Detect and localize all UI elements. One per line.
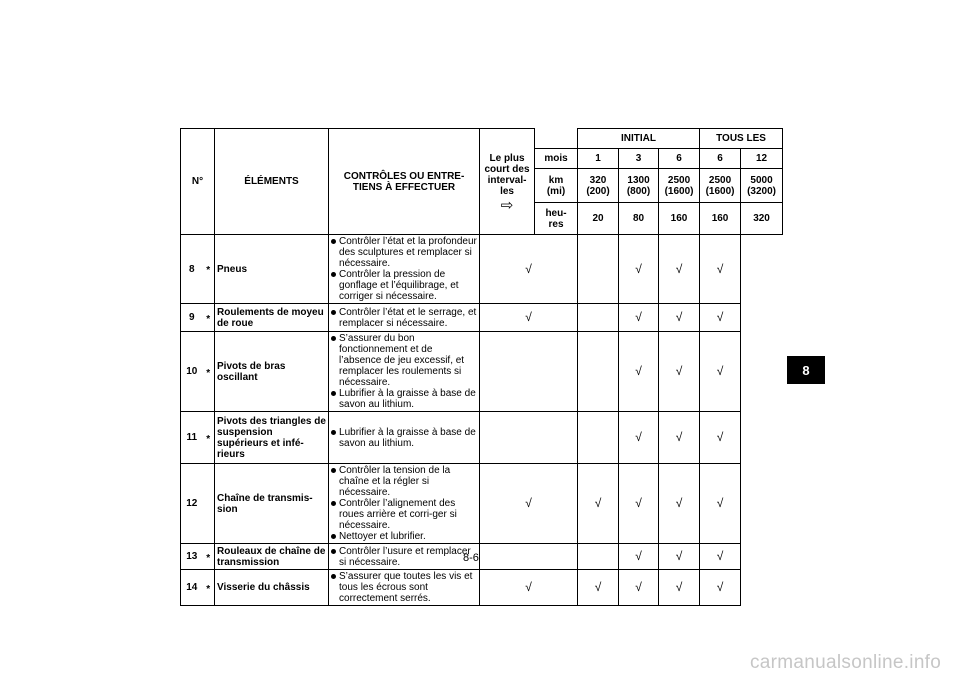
header-shortest-interval xyxy=(480,129,535,235)
check-mark: √ xyxy=(700,332,741,412)
action-item: Contrôler l’état et la profondeur des sculptures et remplacer si nécessaire. xyxy=(331,236,477,269)
header-shortest-text: Le plus court des interval- les xyxy=(484,152,530,197)
header-elements: ÉLÉMENTS xyxy=(215,129,329,235)
row-asterisk: * xyxy=(203,332,215,412)
row-number: 12 xyxy=(181,464,203,544)
check-mark: √ xyxy=(480,570,578,606)
row-number: 8 xyxy=(181,235,203,304)
check-mark: √ xyxy=(659,544,700,570)
chapter-tab: 8 xyxy=(787,356,825,384)
check-mark: √ xyxy=(659,304,700,332)
row-number: 13 xyxy=(181,544,203,570)
action-item: Contrôler l’alignement des roues arrière et corri-ger si nécessaire. xyxy=(331,498,477,531)
check-mark: √ xyxy=(619,464,659,544)
check-mark: √ xyxy=(578,464,619,544)
check-mark: √ xyxy=(659,412,700,464)
unit-value: 2500 (1600) xyxy=(659,169,700,203)
check-mark xyxy=(480,332,578,412)
table-row xyxy=(181,464,783,544)
check-mark xyxy=(480,412,578,464)
check-mark: √ xyxy=(619,332,659,412)
check-mark: √ xyxy=(619,412,659,464)
check-mark: √ xyxy=(480,235,578,304)
row-actions xyxy=(329,332,480,412)
check-mark: √ xyxy=(659,235,700,304)
row-item: Pivots de bras oscillant xyxy=(215,332,329,412)
action-list xyxy=(331,427,477,449)
action-list xyxy=(331,307,477,329)
check-mark: √ xyxy=(700,464,741,544)
unit-value: 160 xyxy=(700,203,741,235)
action-item: Nettoyer et lubrifier. xyxy=(331,531,477,542)
row-asterisk: * xyxy=(203,544,215,570)
check-mark: √ xyxy=(700,544,741,570)
check-mark: √ xyxy=(619,544,659,570)
check-mark: √ xyxy=(578,570,619,606)
unit-value: 1300 (800) xyxy=(619,169,659,203)
action-item: Contrôler la tension de la chaîne et la régler si nécessaire. xyxy=(331,465,477,498)
check-mark: √ xyxy=(619,570,659,606)
table-row xyxy=(181,544,783,570)
row-actions xyxy=(329,235,480,304)
check-mark: √ xyxy=(619,235,659,304)
unit-label: heu- res xyxy=(535,203,578,235)
action-list xyxy=(331,571,477,604)
table-row xyxy=(181,304,783,332)
header-initial: INITIAL xyxy=(578,129,700,149)
unit-value: 2500 (1600) xyxy=(700,169,741,203)
action-item: S’assurer du bon fonctionnement et de l’absence de jeu excessif, et remplacer les roulements si nécessaire. xyxy=(331,333,477,388)
row-number: 11 xyxy=(181,412,203,464)
row-item: Chaîne de transmis-sion xyxy=(215,464,329,544)
check-mark: √ xyxy=(659,570,700,606)
unit-value: 6 xyxy=(659,149,700,169)
table-row xyxy=(181,332,783,412)
row-item: Rouleaux de chaîne de transmission xyxy=(215,544,329,570)
check-mark: √ xyxy=(619,304,659,332)
row-asterisk xyxy=(203,464,215,544)
unit-value: 12 xyxy=(741,149,783,169)
row-item: Pivots des triangles de suspension supérieurs et infé-rieurs xyxy=(215,412,329,464)
check-mark: √ xyxy=(480,304,578,332)
page-number: 8-6 xyxy=(463,552,479,564)
header-blank-cell xyxy=(535,129,578,149)
header-controls: CONTRÔLES OU ENTRE- TIENS À EFFECTUER xyxy=(329,129,480,235)
unit-value: 3 xyxy=(619,149,659,169)
row-asterisk: * xyxy=(203,235,215,304)
check-mark xyxy=(480,544,578,570)
row-actions xyxy=(329,412,480,464)
header-every: TOUS LES xyxy=(700,129,783,149)
check-mark: √ xyxy=(659,332,700,412)
row-number: 9 xyxy=(181,304,203,332)
unit-value: 320 (200) xyxy=(578,169,619,203)
unit-value: 6 xyxy=(700,149,741,169)
unit-value: 1 xyxy=(578,149,619,169)
action-item: Lubrifier à la graisse à base de savon au lithium. xyxy=(331,427,477,449)
action-item: Contrôler l’usure et remplacer si nécessaire. xyxy=(331,546,477,568)
action-item: Contrôler l’état et le serrage, et remplacer si nécessaire. xyxy=(331,307,477,329)
check-mark xyxy=(578,332,619,412)
check-mark xyxy=(578,412,619,464)
row-actions xyxy=(329,544,480,570)
check-mark xyxy=(578,304,619,332)
table-row xyxy=(181,235,783,304)
row-asterisk: * xyxy=(203,304,215,332)
table-row xyxy=(181,412,783,464)
row-actions xyxy=(329,570,480,606)
unit-value: 160 xyxy=(659,203,700,235)
check-mark: √ xyxy=(700,235,741,304)
maintenance-table xyxy=(180,128,783,606)
unit-value: 80 xyxy=(619,203,659,235)
check-mark: √ xyxy=(480,464,578,544)
action-item: Lubrifier à la graisse à base de savon au lithium. xyxy=(331,388,477,410)
row-asterisk: * xyxy=(203,412,215,464)
unit-value: 20 xyxy=(578,203,619,235)
row-item: Visserie du châssis xyxy=(215,570,329,606)
header-no: N° xyxy=(181,129,215,235)
action-list xyxy=(331,465,477,542)
row-number: 14 xyxy=(181,570,203,606)
action-list xyxy=(331,236,477,302)
row-item: Roulements de moyeu de roue xyxy=(215,304,329,332)
unit-value: 320 xyxy=(741,203,783,235)
check-mark: √ xyxy=(700,412,741,464)
check-mark: √ xyxy=(700,304,741,332)
row-actions xyxy=(329,304,480,332)
row-number: 10 xyxy=(181,332,203,412)
row-item: Pneus xyxy=(215,235,329,304)
unit-label: mois xyxy=(535,149,578,169)
unit-value: 5000 (3200) xyxy=(741,169,783,203)
action-item: S’assurer que toutes les vis et tous les écrous sont correctement serrés. xyxy=(331,571,477,604)
unit-label: km (mi) xyxy=(535,169,578,203)
check-mark: √ xyxy=(700,570,741,606)
arrow-right-icon: ⇨ xyxy=(500,196,514,214)
action-item: Contrôler la pression de gonflage et l’équilibrage, et corriger si nécessaire. xyxy=(331,269,477,302)
action-list xyxy=(331,546,477,568)
check-mark: √ xyxy=(659,464,700,544)
watermark: carmanualsonline.info xyxy=(750,652,942,673)
check-mark xyxy=(578,544,619,570)
check-mark xyxy=(578,235,619,304)
row-actions xyxy=(329,464,480,544)
table-row xyxy=(181,570,783,606)
row-asterisk: * xyxy=(203,570,215,606)
action-list xyxy=(331,333,477,410)
